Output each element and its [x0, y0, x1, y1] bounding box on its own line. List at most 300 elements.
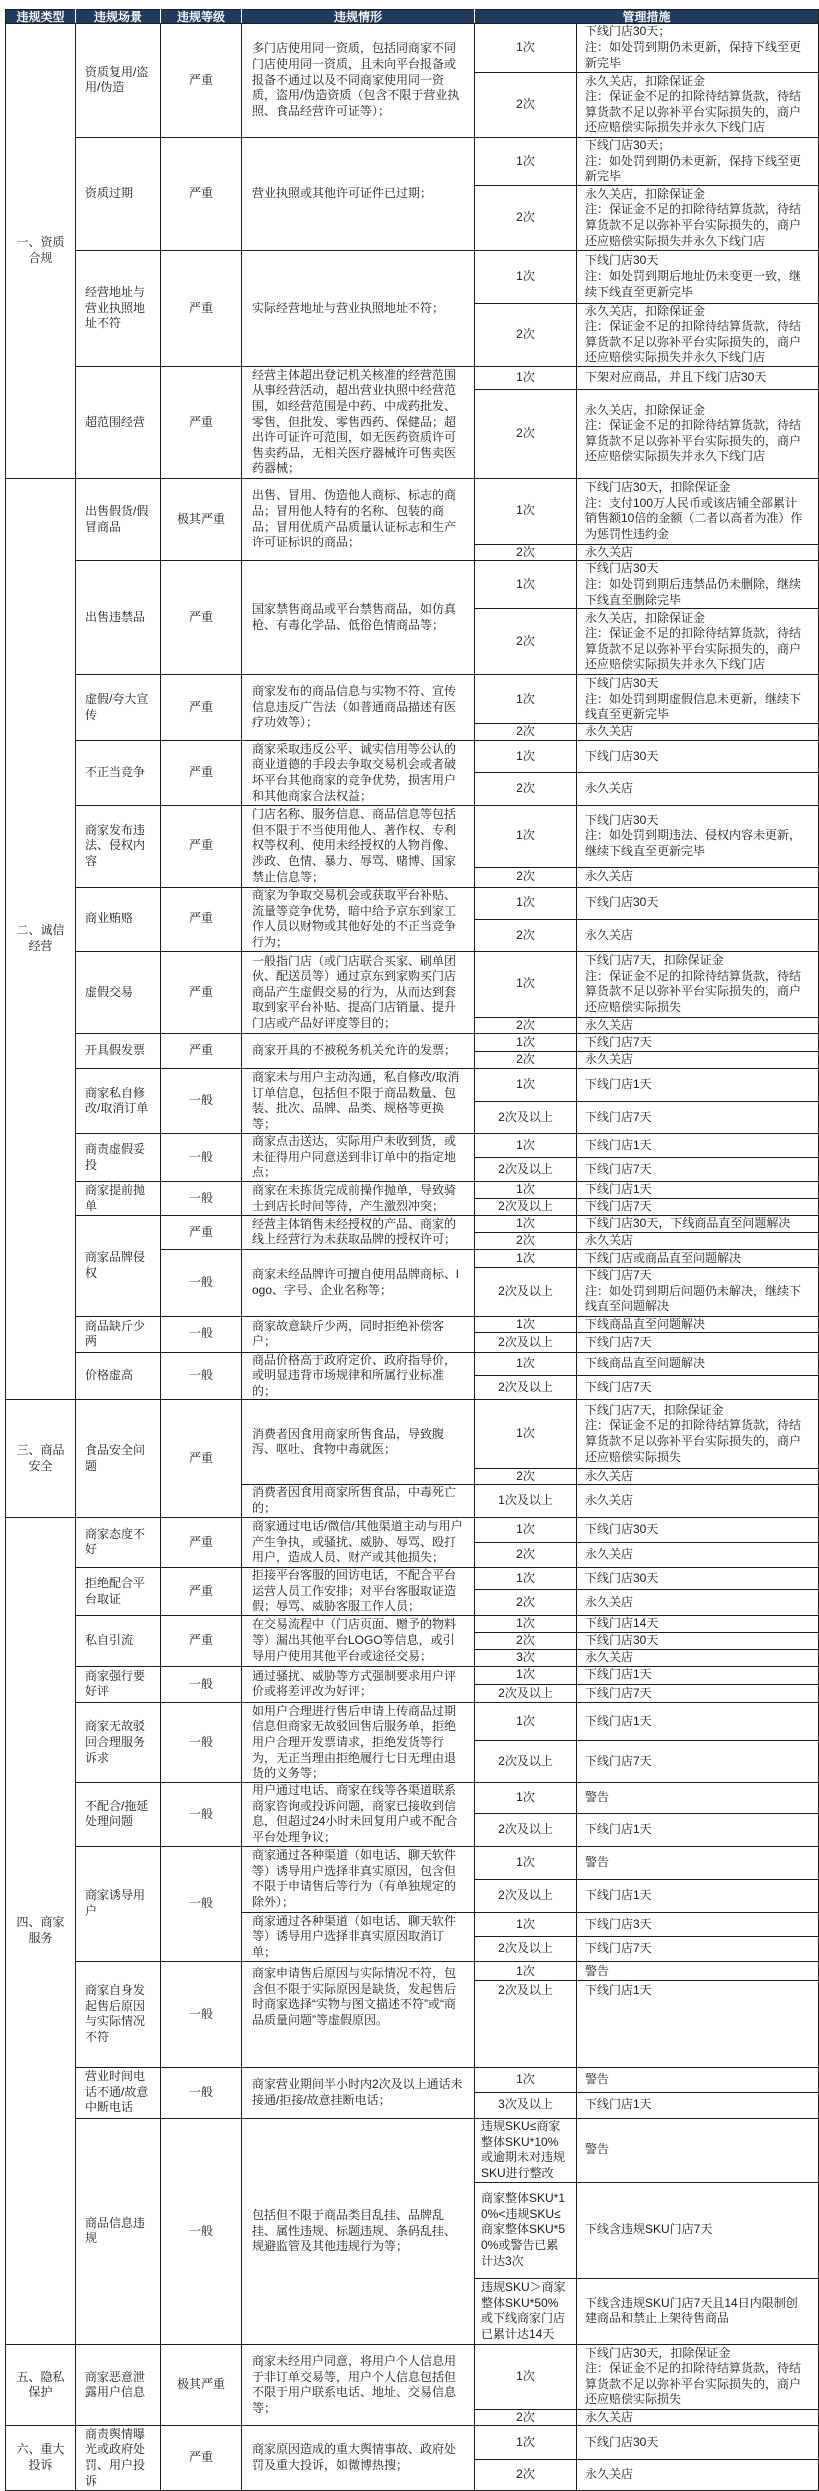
violation-scene-text: 超范围经营: [85, 414, 146, 429]
measure-text: 永久关店，扣除保证金: [585, 610, 706, 625]
measure-note-text: 注：保证金不足的扣除待结算货款，待结算货款不足以弥补平台实际损失的，商户还应赔偿实际损失: [585, 1418, 802, 1464]
offense-count-text: 2次: [516, 1233, 535, 1248]
offense-count-text: 2次及以上: [498, 1941, 553, 1956]
measure-note-text: 注：如处罚到期后违禁品仍未删除，继续下线直至删除完毕: [585, 577, 802, 607]
violation-type-cell: [6, 2345, 76, 2426]
measure-text: 下线门店1天: [585, 1667, 652, 1682]
violation-scene-text: 商业贿赂: [85, 911, 134, 926]
offense-count-text: 2次: [516, 1633, 535, 1648]
header-situation: 违规情形: [242, 10, 475, 24]
violation-level-text: 一般: [188, 1734, 213, 1749]
measure-text: 下线门店7天: [585, 1380, 652, 1395]
violation-type-text: 一、资质合规: [16, 235, 65, 265]
table-row: [6, 675, 819, 724]
offense-count-text: 违规SKU＞商家整体SKU*50%或下线商家门店已累计达14天: [481, 2280, 566, 2341]
header-type: 违规类型: [6, 10, 76, 24]
violation-level-text: 严重: [188, 1450, 213, 1465]
violation-level-text: 严重: [188, 1583, 213, 1598]
violation-scene-cell: [76, 1400, 161, 1517]
violation-level-text: 严重: [188, 911, 213, 926]
measure-cell: [577, 887, 819, 919]
offense-count-cell: [475, 1316, 577, 1333]
offense-count-cell: [475, 2345, 577, 2409]
offense-count-cell: [475, 1783, 577, 1814]
violation-scene-text: 商家提前抛单: [85, 1182, 146, 1213]
measure-cell: [577, 1249, 819, 1267]
table-row: [6, 1517, 819, 1542]
violation-level-cell: [161, 250, 242, 366]
violation-level-cell: [161, 1846, 242, 1962]
violation-situation-text: 拒接平台客服的回访电话，不配合平台运营人员工作安排；对平台客服取证造假；辱骂、威胁客服工作人员；: [252, 1568, 457, 1614]
offense-count-cell: [475, 1517, 577, 1542]
violation-scene-cell: [76, 951, 161, 1033]
violation-scene-text: 虚假交易: [85, 984, 134, 999]
offense-count-cell: [475, 72, 577, 137]
measure-cell: [577, 1352, 819, 1376]
violation-situation-cell: [242, 951, 475, 1033]
offense-count-cell: [475, 1814, 577, 1846]
violation-level-text: 严重: [188, 1632, 213, 1647]
offense-count-text: 2次及以上: [498, 1685, 553, 1700]
violation-level-cell: [161, 1249, 242, 1316]
measure-cell: [577, 1568, 819, 1590]
violation-scene-text: 私自引流: [85, 1632, 134, 1647]
offense-count-text: 2次及以上: [498, 1380, 553, 1395]
violation-situation-text: 商品价格高于政府定价、政府指导价，或明显违背市场规律和所属行业标准的；: [252, 1352, 457, 1398]
header-measures: 管理措施: [475, 10, 819, 24]
offense-count-text: 1次: [516, 503, 535, 518]
measure-cell: [577, 1740, 819, 1782]
violation-situation-cell: [242, 24, 475, 138]
offense-count-text: 1次: [516, 2434, 535, 2449]
measure-text: 下线门店7天: [585, 1199, 652, 1214]
offense-count-text: 2次: [516, 1052, 535, 1067]
violation-scene-cell: [76, 1568, 161, 1616]
violation-level-cell: [161, 1615, 242, 1666]
measure-note-text: 注：如处罚到期后地址仍未变更一致，继续下线直至更新完毕: [585, 269, 802, 299]
table-row: [6, 2118, 819, 2182]
offense-count-cell: [475, 805, 577, 867]
offense-count-cell: [475, 478, 577, 544]
violation-scene-cell: [76, 1069, 161, 1134]
offense-count-text: 1次: [516, 2071, 535, 2086]
violation-scene-cell: [76, 1666, 161, 1703]
violation-level-cell: [161, 1783, 242, 1846]
violation-rules-table: [5, 9, 819, 2491]
violation-scene-cell: [76, 2426, 161, 2491]
measure-text: 下线门店1天: [585, 2097, 652, 2112]
violation-level-cell: [161, 2067, 242, 2118]
offense-count-text: 1次: [516, 370, 535, 385]
violation-scene-text: 商责虚假妥投: [85, 1142, 146, 1172]
violation-scene-text: 开具假发票: [85, 1043, 146, 1058]
measure-text: 下线门店7天: [585, 1034, 652, 1049]
measure-cell: [577, 24, 819, 73]
violation-level-text: 严重: [188, 1534, 213, 1549]
measure-text: 下线门店14天: [585, 1616, 659, 1631]
offense-count-text: 1次: [516, 1426, 535, 1441]
violation-situation-text: 商家在未拣货完成前操作抛单，导致骑士到店长时间等待，产生激烈冲突；: [252, 1182, 457, 1213]
table-row: [6, 1400, 819, 1468]
violation-level-cell: [161, 1182, 242, 1216]
violation-scene-text: 商责舆情曝光或政府处罚、用户投诉: [85, 2426, 146, 2488]
violation-situation-cell: [242, 1666, 475, 1703]
measure-cell: [577, 1615, 819, 1632]
measure-cell: [577, 1913, 819, 1936]
offense-count-text: 1次及以上: [498, 1493, 553, 1508]
violation-scene-cell: [76, 1703, 161, 1783]
measure-cell: [577, 2067, 819, 2092]
offense-count-cell: [475, 1568, 577, 1590]
violation-level-cell: [161, 1134, 242, 1182]
measure-note-text: 注：如处罚到期仍未更新，保持下线至更新完毕: [585, 153, 802, 184]
violation-situation-cell: [242, 1069, 475, 1134]
violation-level-text: 严重: [188, 699, 213, 714]
measure-text: 下线门店30天: [585, 895, 659, 910]
violation-scene-cell: [76, 1034, 161, 1069]
violation-level-cell: [161, 2426, 242, 2491]
measure-text: 下线门店或商品直至问题解决: [585, 1250, 742, 1265]
violation-type-text: 四、商家服务: [16, 1915, 65, 1945]
table-row: [6, 561, 819, 609]
offense-count-text: 2次及以上: [498, 1161, 553, 1176]
measure-text: 下线门店7天: [585, 1109, 652, 1124]
measure-cell: [577, 1980, 819, 2067]
offense-count-text: 商家整体SKU*10%<违规SKU≤商家整体SKU*50%或警告已累计达3次: [481, 2191, 566, 2268]
violation-situation-text: 如用户合理进行售后申请上传商品过期信息但商家无故驳回售后服务单，拒绝用户合理开发票请求，拒绝发货等行为，无正当理由拒绝履行七日无理由退货的义务等；: [252, 1703, 457, 1781]
measure-text: 下线门店30天: [585, 2434, 659, 2449]
violation-situation-cell: [242, 1485, 475, 1517]
table-row: [6, 478, 819, 544]
measure-text: 下线门店30天: [585, 1521, 659, 1536]
violation-situation-cell: [242, 2426, 475, 2491]
offense-count-cell: [475, 1485, 577, 1517]
violation-situation-text: 商家点击送达，实际用户未收到货，或未征得用户同意送到非订单中的指定地点；: [252, 1134, 457, 1180]
violation-situation-text: 商家采取违反公平、诚实信用等公认的商业道德的手段去争取交易机会或者破坏平台其他商家的竞争优势，损害用户和其他商家合法权益；: [252, 741, 457, 803]
measure-cell: [577, 1017, 819, 1034]
violation-situation-text: 营业执照或其他许可证件已过期；: [252, 186, 433, 201]
violation-situation-text: 商家通过电话/微信/其他渠道主动与用户产生争执，或骚扰、威胁、辱骂、殴打用户，造成人员、财产或其他损失；: [252, 1519, 463, 1565]
violation-scene-cell: [76, 1846, 161, 1962]
offense-count-text: 1次: [516, 1137, 535, 1152]
offense-count-text: 2次: [516, 1547, 535, 1562]
measure-text: 下线门店7天: [585, 1685, 652, 1700]
violation-scene-cell: [76, 1316, 161, 1352]
measure-text: 下线门店30天: [585, 1570, 659, 1585]
violation-scene-text: 商品缺斤少两: [85, 1318, 146, 1349]
offense-count-cell: [475, 303, 577, 366]
offense-count-cell: [475, 1542, 577, 1568]
offense-count-cell: [475, 1199, 577, 1216]
measure-cell: [577, 740, 819, 772]
measure-text: 永久关店: [585, 1052, 634, 1067]
offense-count-cell: [475, 1134, 577, 1157]
measure-text: 下线门店1天: [585, 1182, 652, 1197]
violation-situation-cell: [242, 1846, 475, 1913]
violation-scene-cell: [76, 675, 161, 741]
table-row: [6, 1568, 819, 1590]
offense-count-text: 1次: [516, 1316, 535, 1331]
violation-level-cell: [161, 2345, 242, 2426]
violation-situation-text: 商家开具的不被税务机关允许的发票；: [252, 1043, 457, 1058]
offense-count-text: 2次及以上: [498, 1822, 553, 1837]
violation-level-cell: [161, 1568, 242, 1616]
table-row: [6, 740, 819, 772]
violation-situation-text: 通过骚扰、威胁等方式强制要求用户评价或将差评改为好评；: [252, 1668, 457, 1699]
offense-count-text: 2次: [516, 425, 535, 440]
measure-cell: [577, 1666, 819, 1684]
measure-text: 下线门店7天: [585, 1161, 652, 1176]
violation-level-text: 一般: [188, 1190, 213, 1205]
table-row: [6, 24, 819, 73]
offense-count-cell: [475, 367, 577, 390]
table-row: [6, 1615, 819, 1632]
violation-level-text: 一般: [188, 2006, 213, 2021]
measure-text: 永久关店: [585, 1594, 634, 1609]
violation-level-text: 一般: [188, 1806, 213, 1821]
offense-count-cell: [475, 2426, 577, 2459]
violation-situation-cell: [242, 250, 475, 366]
violation-level-cell: [161, 478, 242, 561]
offense-count-text: 1次: [516, 2369, 535, 2384]
measure-text: 警告: [585, 1964, 610, 1979]
violation-level-text: 严重: [188, 186, 213, 201]
violation-level-cell: [161, 951, 242, 1033]
violation-level-text: 一般: [188, 2084, 213, 2099]
measure-text: 下线门店1天: [585, 1137, 652, 1152]
violation-scene-cell: [76, 1134, 161, 1182]
violation-type-text: 三、商品安全: [16, 1442, 65, 1473]
violation-level-text: 严重: [188, 414, 213, 429]
measure-text: 永久关店: [585, 781, 634, 796]
measure-note-text: 注：支付100万人民币或该店铺全部累计销售额10倍的金额（二者以高者为准）作为惩罚性违约金: [585, 495, 803, 541]
measure-cell: [577, 1199, 819, 1216]
violation-level-cell: [161, 1069, 242, 1134]
offense-count-text: 3次: [516, 1649, 535, 1664]
measure-cell: [577, 2092, 819, 2118]
violation-type-text: 二、诚信经营: [16, 923, 65, 954]
offense-count-text: 1次: [516, 691, 535, 706]
offense-count-text: 2次: [516, 927, 535, 942]
offense-count-text: 1次: [516, 1616, 535, 1631]
violation-level-text: 严重: [188, 1224, 213, 1239]
offense-count-cell: [475, 1034, 577, 1052]
offense-count-cell: [475, 773, 577, 806]
measure-cell: [577, 1936, 819, 1962]
violation-level-text: 一般: [188, 1326, 213, 1341]
measure-cell: [577, 72, 819, 137]
violation-level-text: 极其严重: [176, 511, 225, 526]
measure-cell: [577, 675, 819, 724]
violation-situation-text: 用户通过电话、商家在线等各渠道联系商家咨询或投诉问题，商家已接收到信息，但超过24小时未回复用户或不配合平台处理争议；: [252, 1783, 458, 1845]
measure-text: 下线门店30天: [585, 748, 659, 763]
measure-cell: [577, 1267, 819, 1316]
violation-scene-text: 商家无故驳回合理服务诉求: [85, 1719, 146, 1765]
measure-text: 永久关店: [585, 544, 634, 559]
violation-level-cell: [161, 24, 242, 138]
offense-count-text: 1次: [516, 1356, 535, 1371]
violation-scene-text: 不配合/拖延处理问题: [85, 1798, 149, 1829]
violation-situation-cell: [242, 1913, 475, 1962]
offense-count-cell: [475, 1879, 577, 1912]
measure-cell: [577, 2182, 819, 2278]
measure-cell: [577, 867, 819, 887]
offense-count-text: 1次: [516, 153, 535, 168]
violation-situation-cell: [242, 2345, 475, 2426]
measure-cell: [577, 1542, 819, 1568]
measure-cell: [577, 773, 819, 806]
measure-cell: [577, 805, 819, 867]
measure-text: 下线门店30天，扣除保证金: [585, 480, 731, 495]
violation-level-text: 严重: [188, 984, 213, 999]
violation-level-text: 一般: [188, 1896, 213, 1911]
offense-count-cell: [475, 1649, 577, 1666]
measure-text: 下线门店1天: [585, 1713, 652, 1728]
table-header-row: [6, 10, 819, 24]
offense-count-cell: [475, 1740, 577, 1782]
violation-level-text: 严重: [188, 300, 213, 315]
offense-count-cell: [475, 1249, 577, 1267]
violation-level-cell: [161, 1666, 242, 1703]
violation-level-cell: [161, 1034, 242, 1069]
table-row: [6, 2426, 819, 2459]
measure-text: 永久关店: [585, 1493, 634, 1508]
offense-count-text: 2次及以上: [498, 1283, 553, 1298]
violation-situation-cell: [242, 887, 475, 951]
offense-count-cell: [475, 1216, 577, 1233]
violation-type-cell: [6, 24, 76, 479]
measure-text: 警告: [585, 1854, 610, 1869]
violation-scene-text: 食品安全问题: [85, 1442, 146, 1473]
measure-text: 永久关店: [585, 1468, 634, 1483]
measure-cell: [577, 2118, 819, 2182]
violation-scene-cell: [76, 1517, 161, 1568]
violation-level-text: 严重: [188, 838, 213, 853]
measure-note-text: 注：保证金不足的扣除待结算货款，待结算货款不足以弥补平台实际损失的，商户还应赔偿实际损失并永久下线门店: [585, 626, 802, 672]
offense-count-text: 2次: [516, 544, 535, 559]
measure-text: 下线门店30天: [585, 675, 659, 690]
violation-situation-text: 商家原因造成的重大舆情事故、政府处罚及重大投诉，如微博热搜；: [252, 2442, 457, 2472]
offense-count-text: 2次: [516, 327, 535, 342]
violation-scene-text: 商家恶意泄露用户信息: [85, 2369, 146, 2400]
measure-cell: [577, 2278, 819, 2345]
measure-text: 永久关店: [585, 1017, 634, 1032]
measure-note-text: 注：如处罚到期违法、侵权内容未更新，继续下线直至更新完毕: [585, 828, 802, 859]
table-row: [6, 1069, 819, 1101]
offense-count-cell: [475, 1846, 577, 1879]
violation-situation-cell: [242, 1316, 475, 1352]
measure-text: 下线门店30天；: [585, 24, 671, 39]
violation-situation-text: 门店名称、服务信息、商品信息等包括但不限于不当使用他人、著作权、专利权等权利、使用未经授权的人物肖像、涉政、色情、暴力、辱骂、赌博、国家禁止信息等；: [252, 807, 457, 884]
measure-note-text: 注：保证金不足的扣除待结算货款，待结算货款不足以弥补平台实际损失的，商户还应赔偿实际损失并永久下线门店: [585, 418, 802, 464]
violation-situation-cell: [242, 1134, 475, 1182]
offense-count-cell: [475, 867, 577, 887]
measure-text: 下线门店1天: [585, 1077, 652, 1092]
offense-count-cell: [475, 561, 577, 609]
violation-level-cell: [161, 561, 242, 675]
measure-text: 永久关店，扣除保证金: [585, 303, 706, 318]
violation-situation-cell: [242, 1568, 475, 1616]
offense-count-cell: [475, 919, 577, 951]
offense-count-cell: [475, 1376, 577, 1400]
measure-cell: [577, 1879, 819, 1912]
offense-count-text: 2次: [516, 96, 535, 111]
table-row: [6, 367, 819, 390]
violation-situation-cell: [242, 1034, 475, 1069]
violation-situation-text: 商家营业期间半小时内2次及以上通话未接通/拒接/故意挂断电话；: [252, 2076, 463, 2107]
measure-cell: [577, 185, 819, 250]
offense-count-text: 3次及以上: [498, 2097, 553, 2112]
violation-scene-cell: [76, 740, 161, 805]
violation-situation-cell: [242, 740, 475, 805]
measure-text: 永久关店: [585, 2466, 634, 2481]
violation-level-text: 一般: [188, 1368, 213, 1383]
violation-situation-cell: [242, 478, 475, 561]
violation-scene-text: 商家私自修改/取消订单: [85, 1085, 149, 1116]
header-level: 违规等级: [161, 10, 242, 24]
offense-count-text: 1次: [516, 748, 535, 763]
offense-count-text: 1次: [516, 577, 535, 592]
violation-situation-text: 消费者因食用商家所售食品，导致腹泻、呕吐、食物中毒就医；: [252, 1426, 445, 1457]
table-row: [6, 1783, 819, 1814]
offense-count-text: 1次: [516, 1790, 535, 1805]
offense-count-cell: [475, 1101, 577, 1134]
offense-count-cell: [475, 137, 577, 185]
table-row: [6, 887, 819, 919]
violation-type-text: 六、重大投诉: [16, 2442, 65, 2472]
offense-count-cell: [475, 1936, 577, 1962]
table-row: [6, 1316, 819, 1333]
measure-text: 下线门店7天，扣除保证金: [585, 953, 724, 968]
violation-type-cell: [6, 1400, 76, 1517]
measure-cell: [577, 1034, 819, 1052]
violation-situation-text: 消费者因食用商家所售食品，中毒死亡的；: [252, 1485, 457, 1516]
violation-scene-cell: [76, 250, 161, 366]
offense-count-text: 1次: [516, 1916, 535, 1931]
measure-text: 下线门店30天: [585, 1633, 659, 1648]
offense-count-cell: [475, 1051, 577, 1068]
table-row: [6, 1703, 819, 1741]
violation-situation-cell: [242, 1182, 475, 1216]
measure-text: 永久关店: [585, 927, 634, 942]
offense-count-text: 1次: [516, 1713, 535, 1728]
offense-count-cell: [475, 887, 577, 919]
violation-scene-text: 资质过期: [85, 186, 134, 201]
offense-count-cell: [475, 951, 577, 1017]
offense-count-cell: [475, 1400, 577, 1468]
measure-cell: [577, 1157, 819, 1181]
violation-level-text: 严重: [188, 610, 213, 625]
offense-count-text: 2次: [516, 1468, 535, 1483]
offense-count-cell: [475, 24, 577, 73]
offense-count-cell: [475, 1913, 577, 1936]
table-row: [6, 805, 819, 867]
offense-count-text: 1次: [516, 895, 535, 910]
violation-situation-text: 商家未经品牌许可擅自使用品牌商标、logo、字号、企业名称等；: [252, 1267, 459, 1297]
violation-situation-cell: [242, 561, 475, 675]
offense-count-cell: [475, 185, 577, 250]
violation-situation-cell: [242, 1249, 475, 1316]
violation-type-cell: [6, 478, 76, 1400]
measure-cell: [577, 367, 819, 390]
measure-cell: [577, 1633, 819, 1650]
violation-level-cell: [161, 137, 242, 250]
violation-situation-text: 多门店使用同一资质，包括同商家不同门店使用同一资质，且未向平台报备或报备不通过以及不同商家使用同一资质，盗用/伪造资质（包含不限于营业执照、食品经营许可证等）；: [252, 41, 460, 118]
violation-level-text: 一般: [188, 1275, 213, 1290]
offense-count-cell: [475, 1352, 577, 1376]
violation-situation-cell: [242, 1962, 475, 2067]
violation-scene-text: 商家品牌侵权: [85, 1250, 146, 1280]
